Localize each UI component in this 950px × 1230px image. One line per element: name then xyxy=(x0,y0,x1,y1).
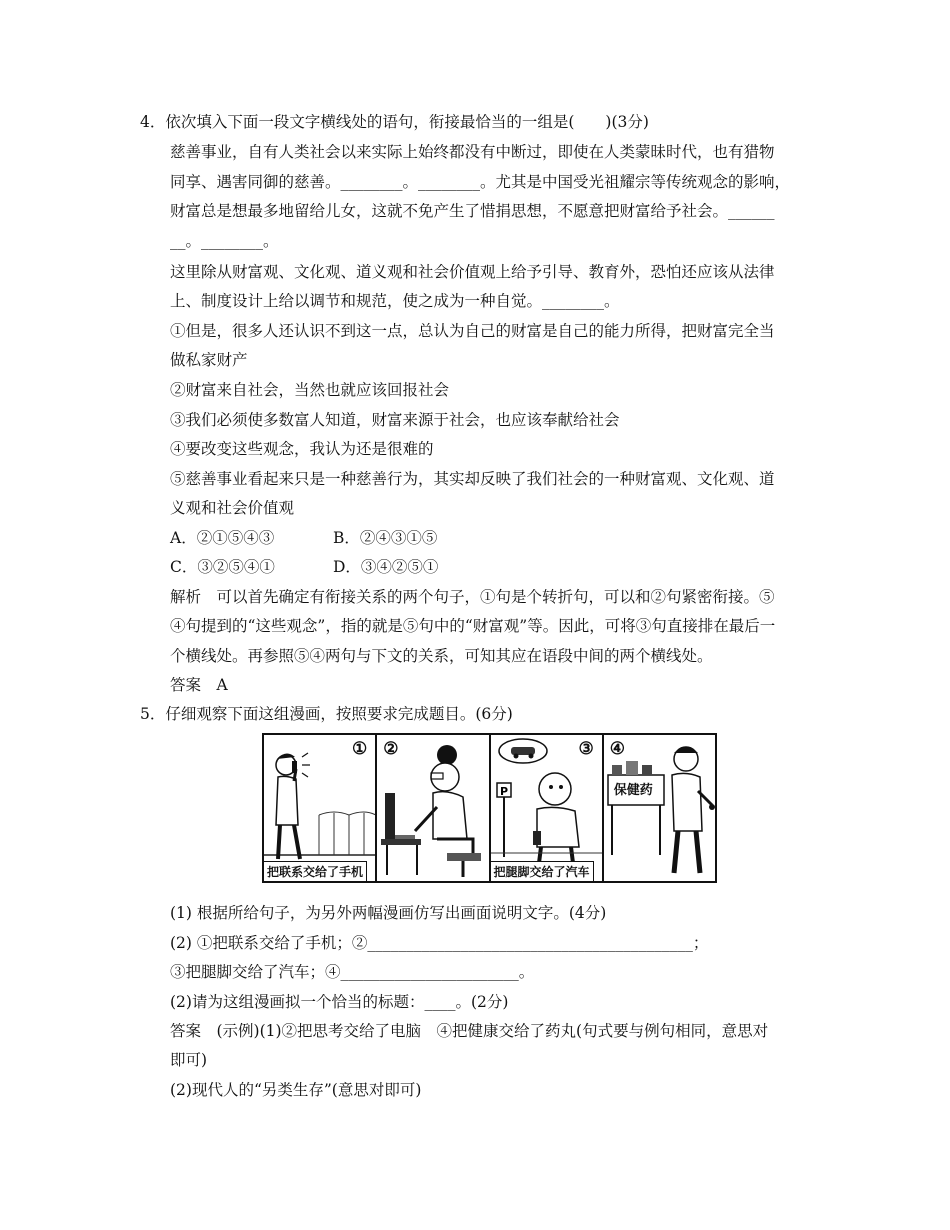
panel-number: ② xyxy=(383,739,399,759)
q4-item-line: ④要改变这些观念，我认为还是很难的 xyxy=(170,440,434,458)
q4-item-line: ①但是，很多人还认识不到这一点，总认为自己的财富是自己的能力所得，把财富完全当 xyxy=(170,322,775,340)
q4-item-line: ③我们必须使多数富人知道，财富来源于社会，也应该奉献给社会 xyxy=(170,411,620,429)
comic-strip xyxy=(262,733,717,883)
q4-passage-line: 这里除从财富观、文化观、道义观和社会价值观上给予引导、教育外，恐怕还应该从法律 xyxy=(170,263,775,281)
option-b: B．②④③①⑤ xyxy=(333,529,438,547)
svg-text:P: P xyxy=(499,785,508,798)
comic-panel-4 xyxy=(604,735,715,881)
panel-number: ③ xyxy=(578,739,594,759)
q5-answer-line: (2)现代人的“另类生存”(意思对即可) xyxy=(170,1081,422,1099)
q5-line: (2)请为这组漫画拟一个恰当的标题：____。(2分) xyxy=(170,993,509,1011)
q4-answer: 答案 A xyxy=(170,676,228,694)
q4-item-line: 做私家财产 xyxy=(170,351,248,369)
q4-passage-line: __。________。 xyxy=(170,232,279,250)
computer-user-drawing xyxy=(377,735,490,881)
comic-panel-3 xyxy=(491,735,604,881)
q4-passage-line: 财富总是想最多地留给儿女，这就不免产生了惜捐思想，不愿意把财富给予社会。______ xyxy=(170,202,775,220)
phone-man-drawing xyxy=(264,735,376,881)
q5-title: 5．仔细观察下面这组漫画，按照要求完成题目。(6分) xyxy=(140,705,513,723)
option-c: C．③②⑤④① xyxy=(170,558,275,576)
car-man-drawing xyxy=(491,735,603,881)
panel-number: ④ xyxy=(609,739,625,759)
option-a: A．②①⑤④③ xyxy=(170,529,275,547)
medicine-sign: 保健药 xyxy=(613,783,653,798)
q4-title: 4．依次填入下面一段文字横线处的语句，衔接最恰当的一组是( )(3分) xyxy=(140,113,649,131)
panel-caption: 把联系交给了手机 xyxy=(264,861,367,881)
panel-number: ① xyxy=(352,739,368,759)
q4-analysis-line: ④句提到的“这些观念”，指的就是⑤句中的“财富观”等。因此，可将③句直接排在最后一 xyxy=(170,617,776,635)
q5-line: (2) ①把联系交给了手机；②__________________________________________； xyxy=(170,934,709,952)
q5-answer-line: 即可) xyxy=(170,1051,208,1069)
comic-panel-1 xyxy=(264,735,377,881)
q4-passage-line: 上、制度设计上给以调节和规范，使之成为一种自觉。________。 xyxy=(170,292,620,310)
medicine-man-drawing xyxy=(604,735,715,881)
option-d: D．③④②⑤① xyxy=(333,558,439,576)
q4-passage-line: 慈善事业，自有人类社会以来实际上始终都没有中断过，即使在人类蒙昧时代，也有猎物 xyxy=(170,143,775,161)
q4-item-line: ⑤慈善事业看起来只是一种慈善行为，其实却反映了我们社会的一种财富观、文化观、道 xyxy=(170,470,775,488)
q4-item-line: ②财富来自社会，当然也就应该回报社会 xyxy=(170,381,450,399)
q4-item-line: 义观和社会价值观 xyxy=(170,499,295,517)
q4-passage-line: 同享、遇害同御的慈善。________。________。尤其是中国受光祖耀宗等传统观念的影响， xyxy=(170,173,791,191)
q4-analysis-line: 解析 可以首先确定有衔接关系的两个句子，①句是个转折句，可以和②句紧密衔接。⑤ xyxy=(170,588,775,606)
q4-analysis-line: 个横线处。再参照⑤④两句与下文的关系，可知其应在语段中间的两个横线处。 xyxy=(170,647,713,665)
panel-caption: 把腿脚交给了汽车 xyxy=(491,861,594,881)
q5-answer-line: 答案 (示例)(1)②把思考交给了电脑 ④把健康交给了药丸(句式要与例句相同，意思对 xyxy=(170,1022,769,1040)
q5-line: ③把腿脚交给了汽车；④_______________________。 xyxy=(170,963,535,981)
comic-panel-2 xyxy=(377,735,490,881)
q5-line: (1) 根据所给句子，为另外两幅漫画仿写出画面说明文字。(4分) xyxy=(170,904,607,922)
